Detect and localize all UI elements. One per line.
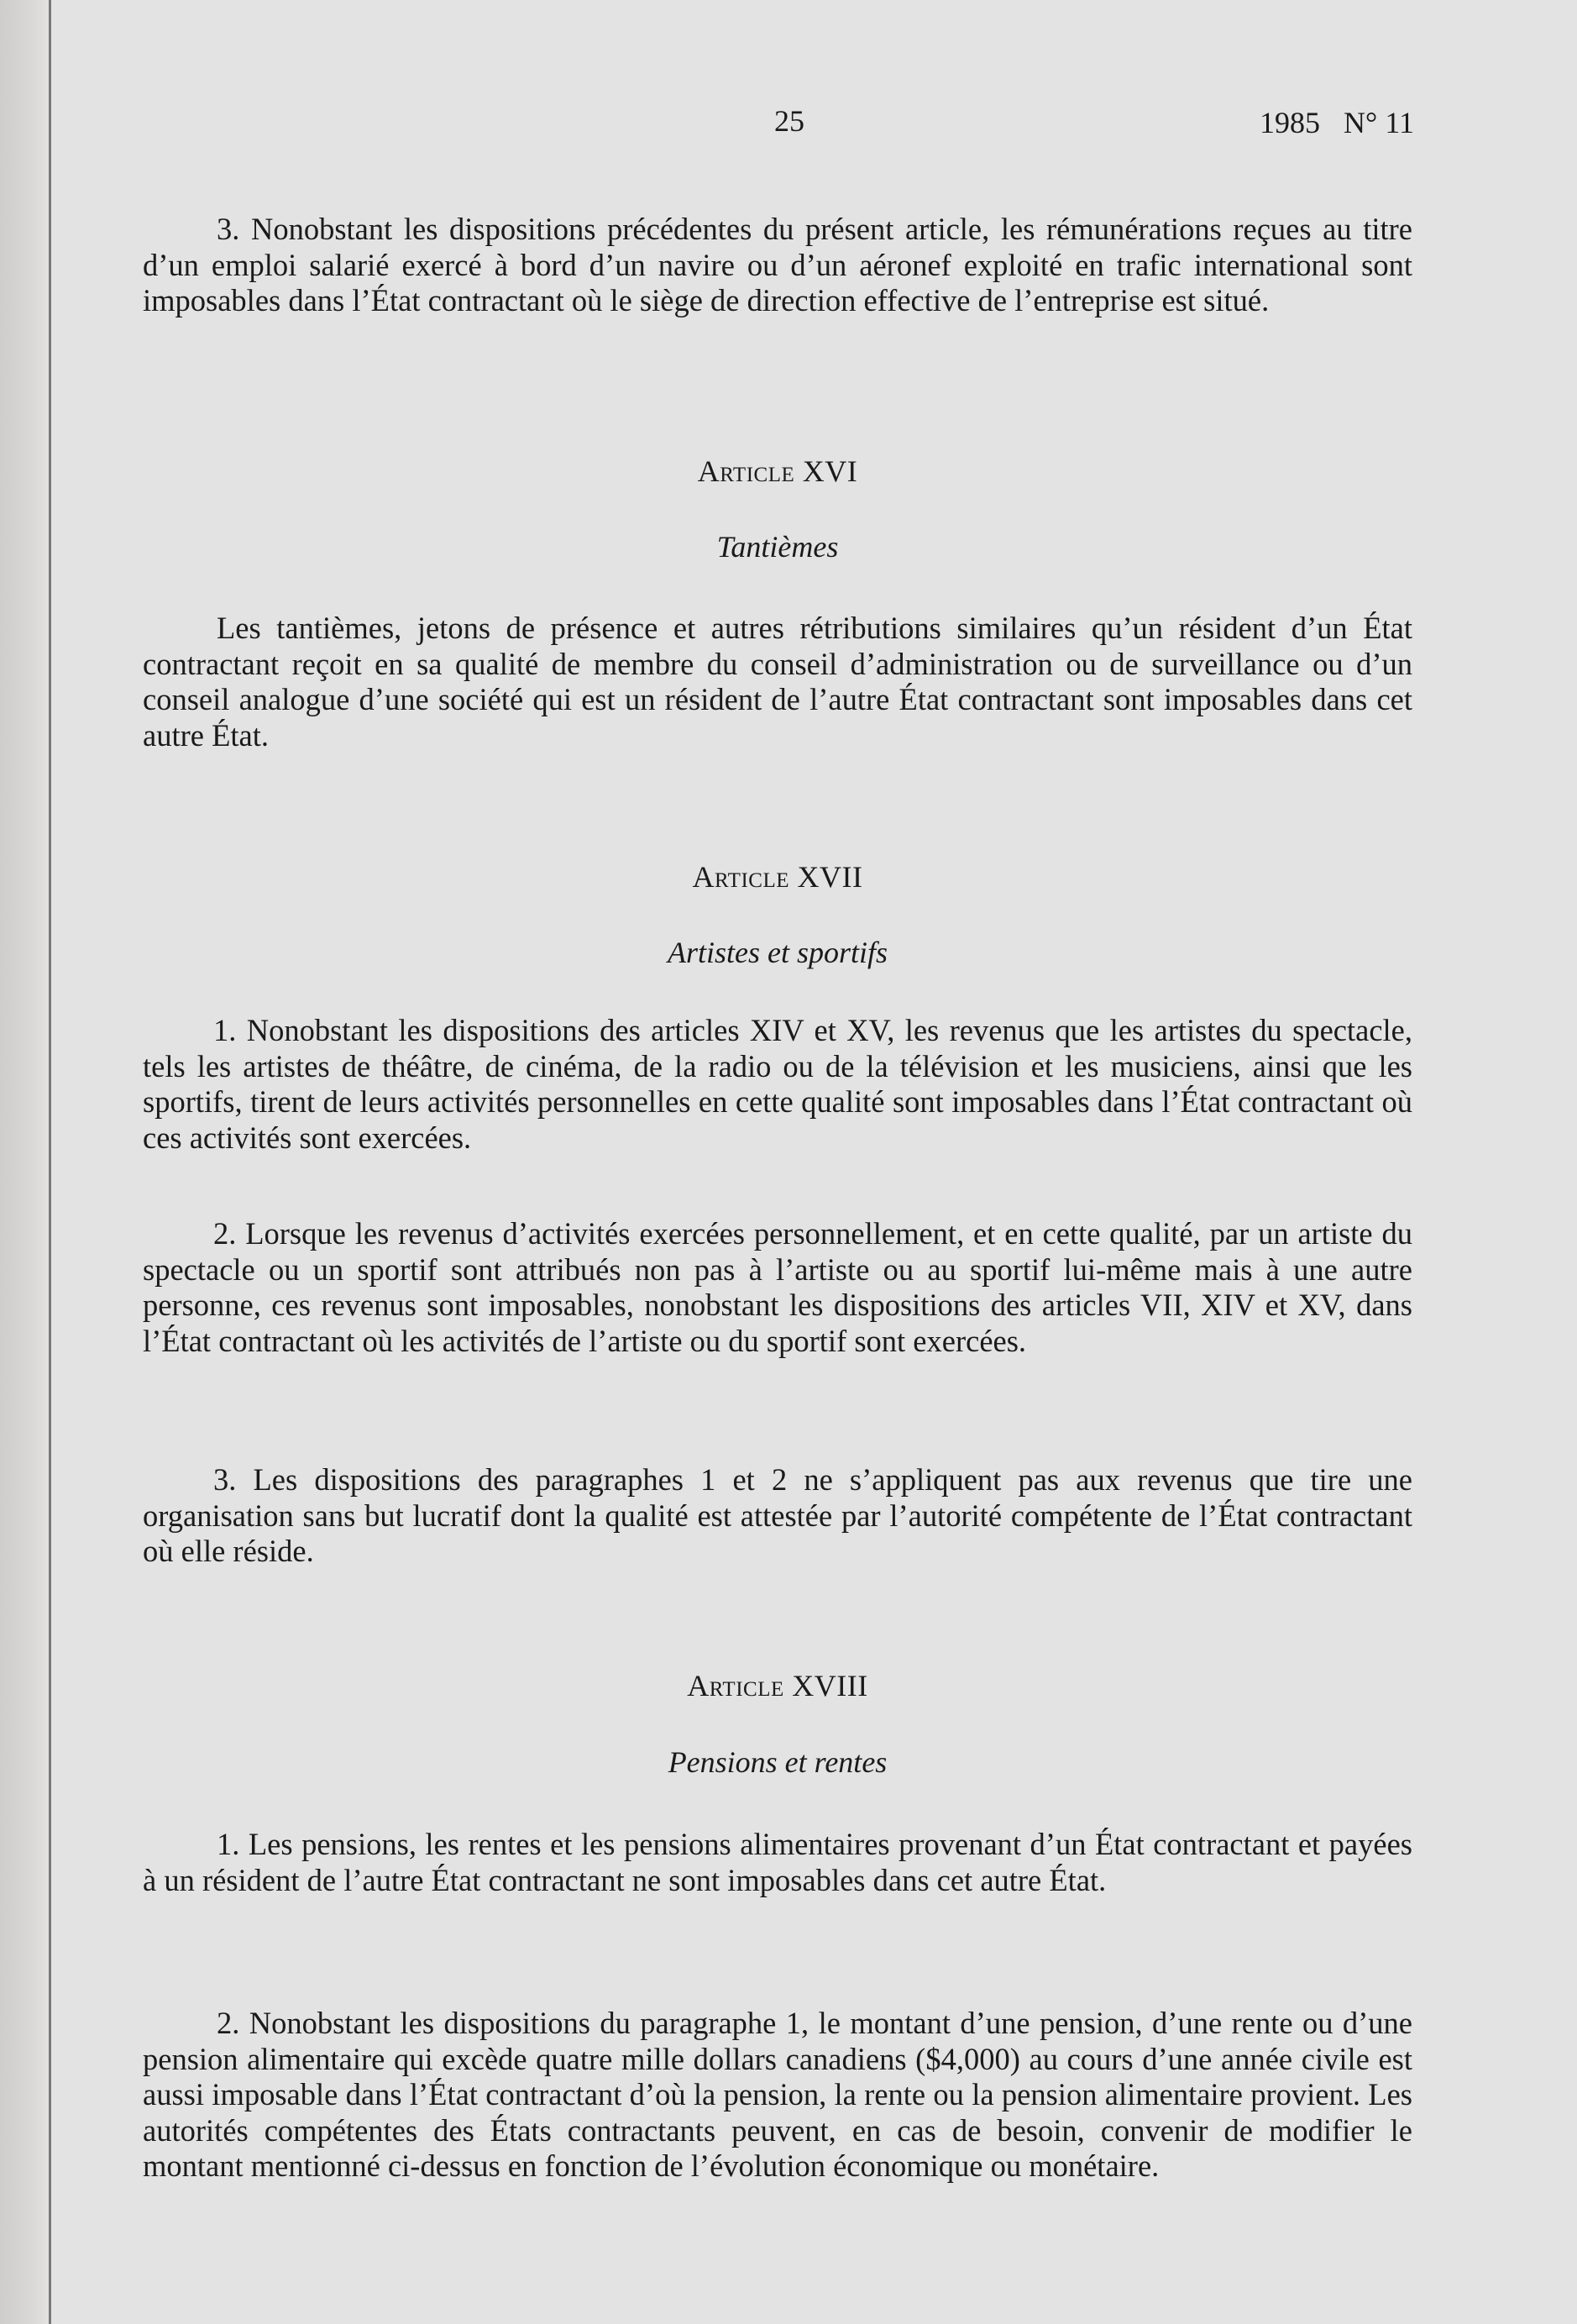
- issue-number: N° 11: [1343, 106, 1414, 139]
- page-binding-edge: [49, 0, 51, 2324]
- paragraph-art15-3: 3. Nonobstant les dispositions précédentes du présent article, les rémunérations reçues au titre d’un emploi salarié exercé à bord d’un navire ou d’un aéronef exploité en trafic international sont imposables dans l’État contractant où le siège de direction effective de l’entreprise est situé.: [143, 212, 1412, 317]
- article-18-title: Article XVIII: [687, 1669, 868, 1702]
- paragraph-art18-1: 1. Les pensions, les rentes et les pensions alimentaires provenant d’un État contractant et payées à un résident de l’autre État contractant ne sont imposables dans cet autre État.: [143, 1827, 1412, 1897]
- article-18-subtitle: Pensions et rentes: [668, 1745, 888, 1779]
- article-17-subtitle: Artistes et sportifs: [667, 936, 888, 969]
- paragraph-art18-2: 2. Nonobstant les dispositions du paragraphe 1, le montant d’une pension, d’une rente ou d’une pension alimentaire qui excède quatre mille dollars canadiens ($4,000) au cours d’une année civile est aussi imposable dans l’État contractant d’où la pension, la rente ou la pension alimentaire provient. Les autorités compétentes des États contractants peuvent, en cas de besoin, convenir de modifier le montant mentionné ci-dessus en fonction de l’évolution économique ou monétaire.: [143, 2006, 1412, 2183]
- page-binding-shadow: [0, 0, 52, 2324]
- paragraph-art17-1: 1. Nonobstant les dispositions des articles XIV et XV, les revenus que les artistes du spectacle, tels les artistes de théâtre, de cinéma, de la radio ou de la télévision et les musiciens, ainsi que les sportifs, tirent de leurs activités personnelles en cette qualité sont imposables dans l’État contractant où ces activités sont exercées.: [143, 1013, 1412, 1155]
- paragraph-art16: Les tantièmes, jetons de présence et autres rétributions similaires qu’un résident d’un État contractant reçoit en sa qualité de membre du conseil d’administration ou de surveillance ou d’un conseil analogue d’une société qui est un résident de l’autre État contractant sont imposables dans cet autre État.: [143, 611, 1412, 753]
- page-number: 25: [774, 104, 804, 138]
- article-16-subtitle: Tantièmes: [716, 530, 839, 564]
- paragraph-art17-3: 3. Les dispositions des paragraphes 1 et 2 ne s’appliquent pas aux revenus que tire une organisation sans but lucratif dont la qualité est attestée par l’autorité compétente de l’État contractant où elle réside.: [143, 1462, 1412, 1568]
- issue-reference: [1260, 104, 1414, 141]
- article-17-title: Article XVII: [692, 860, 863, 894]
- paragraph-art17-2: 2. Lorsque les revenus d’activités exercées personnellement, et en cette qualité, par un artiste du spectacle ou un sportif sont attribués non pas à l’artiste ou au sportif lui-même mais à une autre personne, ces revenus sont imposables, nonobstant les dispositions des articles VII, XIV et XV, dans l’État contractant où les activités de l’artiste ou du sportif sont exercées.: [143, 1216, 1412, 1358]
- article-16-title: Article XVI: [697, 454, 858, 488]
- issue-year: 1985: [1259, 106, 1320, 139]
